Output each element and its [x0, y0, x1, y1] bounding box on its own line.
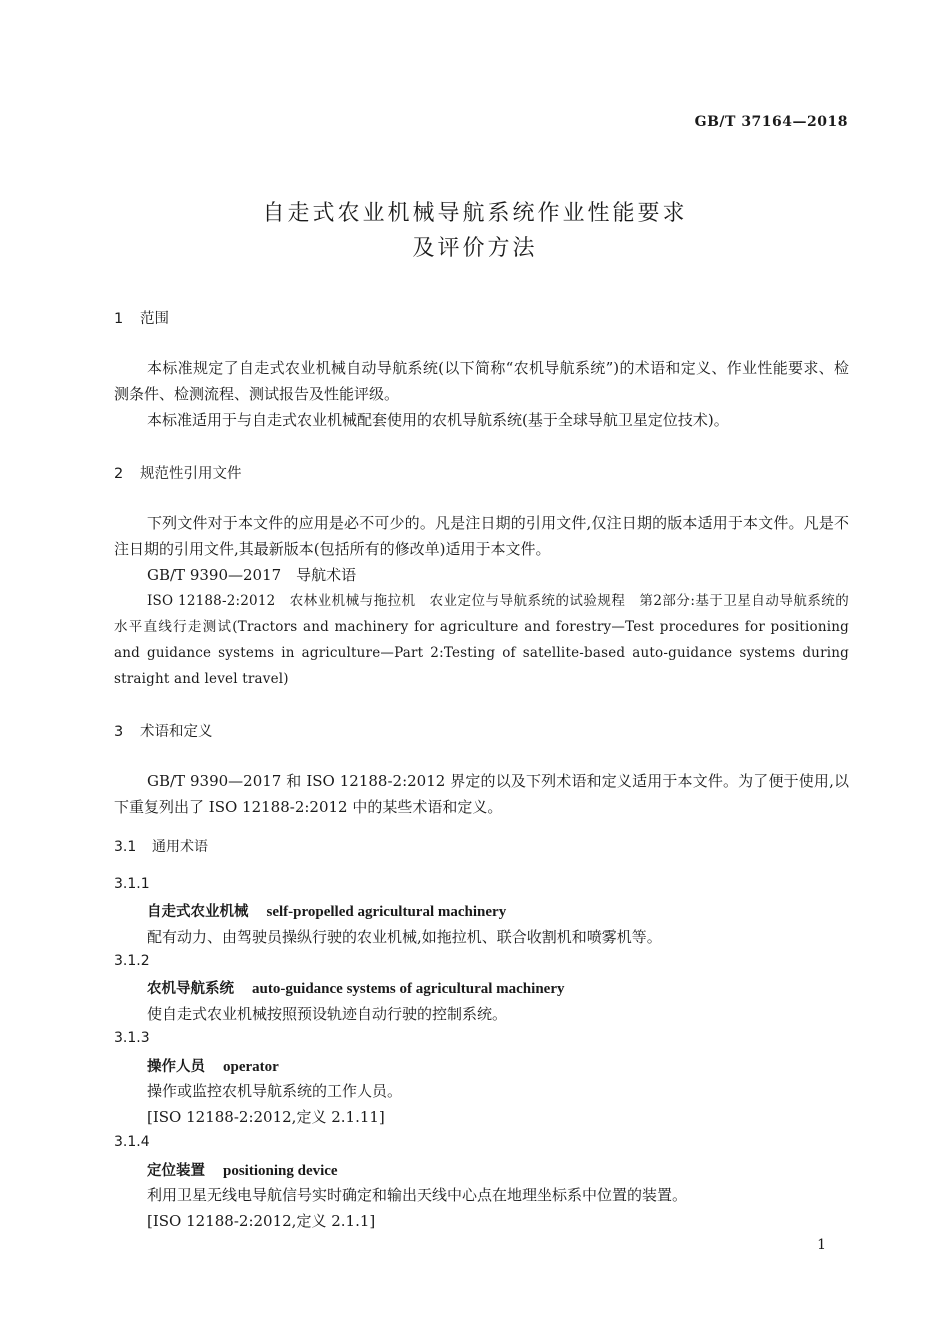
- normative-reference-2: ISO 12188-2:2012 农林业机械与拖拉机 农业定位与导航系统的试验规程 第2部分:基于卫星自动导航系统的水平直线行走测试(Tractors and machinery for agriculture and forestry—Test procedures for positioning and guidance systems in agriculture—Part 2:Testing of satellite-based auto-guidance systems during straight and level travel): [114, 593, 849, 687]
- section-3-heading: [114, 720, 213, 741]
- term-zh: 定位装置: [147, 1163, 205, 1179]
- term-entry: [147, 977, 564, 998]
- term-number: 3.1.2: [114, 953, 150, 969]
- term-entry: [147, 900, 506, 921]
- term-definition: 配有动力、由驾驶员操纵行驶的农业机械,如拖拉机、联合收割机和喷雾机等。: [147, 928, 662, 946]
- section-number: 3: [114, 724, 124, 740]
- subsection-title: 通用术语: [152, 839, 208, 855]
- term-entry: [147, 1159, 338, 1180]
- term-zh: 农机导航系统: [147, 981, 234, 997]
- section-1-heading: [114, 307, 169, 328]
- term-zh: 自走式农业机械: [147, 904, 249, 920]
- term-en: operator: [223, 1059, 279, 1075]
- term-number: 3.1.4: [114, 1134, 150, 1150]
- section-number: 1: [114, 311, 124, 327]
- term-definition: 使自走式农业机械按照预设轨迹自动行驶的控制系统。: [147, 1005, 508, 1023]
- title-line-1: 自走式农业机械导航系统作业性能要求: [262, 201, 688, 226]
- section-title: 范围: [140, 311, 169, 327]
- term-source: [ISO 12188-2:2012,定义 2.1.11]: [147, 1108, 385, 1126]
- section-1-paragraph-2: 本标准适用于与自走式农业机械配套使用的农机导航系统(基于全球导航卫星定位技术)。: [147, 411, 729, 429]
- term-definition: 利用卫星无线电导航信号实时确定和输出天线中心点在地理坐标系中位置的装置。: [147, 1186, 688, 1204]
- term-source: [ISO 12188-2:2012,定义 2.1.1]: [147, 1212, 376, 1230]
- subsection-3-1-heading: [114, 836, 208, 856]
- term-number: 3.1.3: [114, 1030, 150, 1046]
- title-line-2: 及评价方法: [412, 236, 538, 261]
- term-entry: [147, 1055, 279, 1076]
- term-en: positioning device: [223, 1163, 338, 1179]
- section-3-paragraph-1: GB/T 9390—2017 和 ISO 12188-2:2012 界定的以及下列术语和定义适用于本文件。为了便于使用,以下重复列出了 ISO 12188-2:2012 中的某些术语和定义。: [114, 772, 849, 816]
- section-number: 2: [114, 466, 124, 482]
- standard-id: GB/T 37164—2018: [694, 114, 848, 130]
- term-number: 3.1.1: [114, 876, 150, 892]
- term-en: self-propelled agricultural machinery: [266, 904, 507, 920]
- page-number: 1: [817, 1237, 826, 1253]
- term-definition: 操作或监控农机导航系统的工作人员。: [147, 1082, 403, 1100]
- term-en: auto-guidance systems of agricultural machinery: [252, 981, 565, 997]
- section-2-paragraph-1: 下列文件对于本文件的应用是必不可少的。凡是注日期的引用文件,仅注日期的版本适用于本文件。凡是不注日期的引用文件,其最新版本(包括所有的修改单)适用于本文件。: [114, 514, 849, 558]
- subsection-number: 3.1: [114, 839, 137, 855]
- term-zh: 操作人员: [147, 1059, 205, 1075]
- normative-reference-1: GB/T 9390—2017 导航术语: [147, 566, 357, 584]
- section-2-heading: [114, 462, 242, 483]
- section-1-paragraph-1: 本标准规定了自走式农业机械自动导航系统(以下简称“农机导航系统”)的术语和定义、作业性能要求、检测条件、检测流程、测试报告及性能评级。: [114, 359, 849, 403]
- section-title: 术语和定义: [140, 724, 213, 740]
- section-title: 规范性引用文件: [140, 466, 242, 482]
